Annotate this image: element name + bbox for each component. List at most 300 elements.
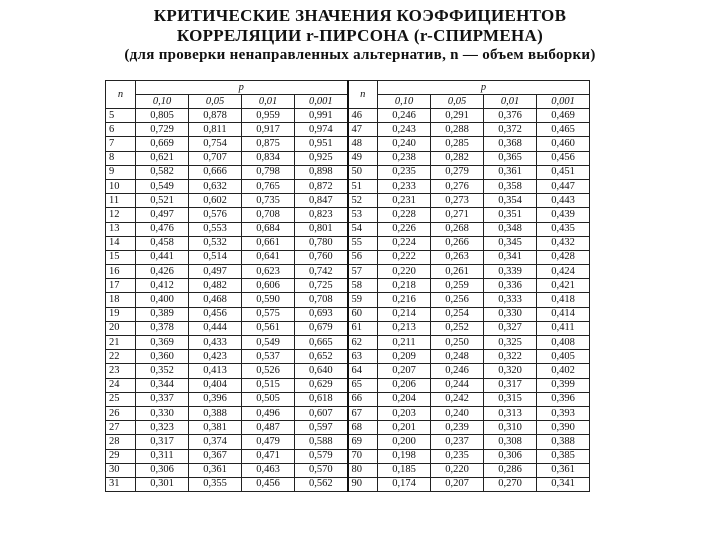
critical-value-cell: 0,266 (431, 236, 484, 250)
sample-size-cell: 16 (106, 265, 136, 279)
sample-size-cell: 28 (106, 435, 136, 449)
critical-value-cell: 0,336 (484, 279, 537, 293)
critical-value-cell: 0,330 (484, 307, 537, 321)
critical-value-cell: 0,456 (189, 307, 242, 321)
sample-size-cell: 20 (106, 321, 136, 335)
table-row (106, 279, 590, 293)
critical-value-cell: 0,426 (136, 265, 189, 279)
critical-value-cell: 0,618 (295, 392, 348, 406)
critical-value-cell: 0,641 (242, 250, 295, 264)
sample-size-cell: 11 (106, 194, 136, 208)
critical-value-cell: 0,337 (136, 392, 189, 406)
critical-value-cell: 0,760 (295, 250, 348, 264)
critical-value-cell: 0,352 (136, 364, 189, 378)
critical-value-cell: 0,322 (484, 350, 537, 364)
critical-value-cell: 0,402 (537, 364, 590, 378)
critical-value-cell: 0,497 (136, 208, 189, 222)
critical-value-cell: 0,216 (378, 293, 431, 307)
critical-value-cell: 0,465 (537, 123, 590, 137)
critical-value-cell: 0,174 (378, 477, 431, 491)
critical-value-cell: 0,553 (189, 222, 242, 236)
critical-value-cell: 0,602 (189, 194, 242, 208)
critical-value-cell: 0,399 (537, 378, 590, 392)
critical-value-cell: 0,238 (378, 151, 431, 165)
critical-value-cell: 0,590 (242, 293, 295, 307)
critical-value-cell: 0,875 (242, 137, 295, 151)
critical-value-cell: 0,368 (484, 137, 537, 151)
sample-size-cell: 62 (348, 336, 378, 350)
critical-value-cell: 0,351 (484, 208, 537, 222)
critical-value-cell: 0,400 (136, 293, 189, 307)
table-row (106, 406, 590, 420)
sample-size-cell: 22 (106, 350, 136, 364)
sample-size-cell: 65 (348, 378, 378, 392)
critical-value-cell: 0,411 (537, 321, 590, 335)
critical-value-cell: 0,951 (295, 137, 348, 151)
sample-size-cell: 15 (106, 250, 136, 264)
table-row (106, 350, 590, 364)
critical-value-cell: 0,521 (136, 194, 189, 208)
critical-value-cell: 0,575 (242, 307, 295, 321)
critical-value-cell: 0,405 (537, 350, 590, 364)
critical-value-cell: 0,526 (242, 364, 295, 378)
critical-value-cell: 0,268 (431, 222, 484, 236)
critical-value-cell: 0,878 (189, 109, 242, 123)
critical-value-cell: 0,471 (242, 449, 295, 463)
critical-value-cell: 0,256 (431, 293, 484, 307)
critical-value-cell: 0,801 (295, 222, 348, 236)
sample-size-cell: 64 (348, 364, 378, 378)
critical-value-cell: 0,367 (189, 449, 242, 463)
p-header-left: p (136, 81, 348, 95)
critical-value-cell: 0,224 (378, 236, 431, 250)
critical-value-cell: 0,222 (378, 250, 431, 264)
critical-values-table (105, 80, 590, 492)
critical-value-cell: 0,372 (484, 123, 537, 137)
critical-value-cell: 0,469 (537, 109, 590, 123)
critical-value-cell: 0,482 (189, 279, 242, 293)
critical-value-cell: 0,404 (189, 378, 242, 392)
critical-value-cell: 0,661 (242, 236, 295, 250)
critical-value-cell: 0,301 (136, 477, 189, 491)
critical-value-cell: 0,413 (189, 364, 242, 378)
sample-size-cell: 12 (106, 208, 136, 222)
critical-value-cell: 0,233 (378, 179, 431, 193)
table-row (106, 364, 590, 378)
critical-value-cell: 0,358 (484, 179, 537, 193)
sample-size-cell: 21 (106, 336, 136, 350)
critical-value-cell: 0,240 (378, 137, 431, 151)
critical-value-cell: 0,369 (136, 336, 189, 350)
critical-value-cell: 0,588 (295, 435, 348, 449)
sample-size-cell: 90 (348, 477, 378, 491)
sample-size-cell: 13 (106, 222, 136, 236)
critical-value-cell: 0,468 (189, 293, 242, 307)
critical-value-cell: 0,317 (136, 435, 189, 449)
sample-size-cell: 48 (348, 137, 378, 151)
p-level-header: 0,01 (242, 95, 295, 109)
critical-value-cell: 0,669 (136, 137, 189, 151)
critical-value-cell: 0,288 (431, 123, 484, 137)
table-row (106, 222, 590, 236)
sample-size-cell: 7 (106, 137, 136, 151)
critical-value-cell: 0,463 (242, 463, 295, 477)
table-row (106, 265, 590, 279)
critical-value-cell: 0,693 (295, 307, 348, 321)
critical-value-cell: 0,418 (537, 293, 590, 307)
sample-size-cell: 59 (348, 293, 378, 307)
critical-value-cell: 0,361 (484, 165, 537, 179)
sample-size-cell: 63 (348, 350, 378, 364)
critical-value-cell: 0,273 (431, 194, 484, 208)
critical-value-cell: 0,754 (189, 137, 242, 151)
critical-value-cell: 0,355 (189, 477, 242, 491)
sample-size-cell: 27 (106, 421, 136, 435)
table-row (106, 336, 590, 350)
critical-value-cell: 0,330 (136, 406, 189, 420)
critical-value-cell: 0,487 (242, 421, 295, 435)
critical-value-cell: 0,872 (295, 179, 348, 193)
critical-value-cell: 0,447 (537, 179, 590, 193)
critical-value-cell: 0,640 (295, 364, 348, 378)
critical-value-cell: 0,456 (537, 151, 590, 165)
critical-value-cell: 0,244 (431, 378, 484, 392)
critical-value-cell: 0,707 (189, 151, 242, 165)
critical-value-cell: 0,562 (295, 477, 348, 491)
critical-value-cell: 0,211 (378, 336, 431, 350)
critical-value-cell: 0,537 (242, 350, 295, 364)
critical-value-cell: 0,341 (484, 250, 537, 264)
critical-value-cell: 0,209 (378, 350, 431, 364)
table-row (106, 307, 590, 321)
critical-value-cell: 0,607 (295, 406, 348, 420)
sample-size-cell: 24 (106, 378, 136, 392)
sample-size-cell: 8 (106, 151, 136, 165)
critical-value-cell: 0,623 (242, 265, 295, 279)
table-row (106, 179, 590, 193)
critical-value-cell: 0,388 (189, 406, 242, 420)
p-level-header: 0,05 (431, 95, 484, 109)
n-header-left: n (106, 81, 136, 109)
critical-value-cell: 0,847 (295, 194, 348, 208)
critical-value-cell: 0,323 (136, 421, 189, 435)
critical-value-cell: 0,239 (431, 421, 484, 435)
table-row (106, 208, 590, 222)
critical-value-cell: 0,393 (537, 406, 590, 420)
critical-value-cell: 0,385 (537, 449, 590, 463)
critical-value-cell: 0,505 (242, 392, 295, 406)
sample-size-cell: 18 (106, 293, 136, 307)
critical-value-cell: 0,200 (378, 435, 431, 449)
title-line-1: КРИТИЧЕСКИЕ ЗНАЧЕНИЯ КОЭФФИЦИЕНТОВ (153, 6, 567, 25)
sample-size-cell: 70 (348, 449, 378, 463)
sample-size-cell: 69 (348, 435, 378, 449)
critical-value-cell: 0,433 (189, 336, 242, 350)
critical-value-cell: 0,270 (484, 477, 537, 491)
table-row (106, 236, 590, 250)
sample-size-cell: 66 (348, 392, 378, 406)
critical-value-cell: 0,320 (484, 364, 537, 378)
table-row (106, 137, 590, 151)
critical-value-cell: 0,805 (136, 109, 189, 123)
critical-value-cell: 0,374 (189, 435, 242, 449)
sample-size-cell: 5 (106, 109, 136, 123)
critical-value-cell: 0,306 (136, 463, 189, 477)
critical-value-cell: 0,576 (189, 208, 242, 222)
table-row (106, 435, 590, 449)
critical-value-cell: 0,203 (378, 406, 431, 420)
critical-value-cell: 0,286 (484, 463, 537, 477)
p-level-header: 0,001 (295, 95, 348, 109)
sample-size-cell: 19 (106, 307, 136, 321)
critical-value-cell: 0,925 (295, 151, 348, 165)
table-row (106, 421, 590, 435)
sample-size-cell: 68 (348, 421, 378, 435)
critical-value-cell: 0,263 (431, 250, 484, 264)
critical-value-cell: 0,811 (189, 123, 242, 137)
sample-size-cell: 47 (348, 123, 378, 137)
critical-value-cell: 0,606 (242, 279, 295, 293)
sample-size-cell: 58 (348, 279, 378, 293)
critical-value-cell: 0,652 (295, 350, 348, 364)
critical-value-cell: 0,378 (136, 321, 189, 335)
critical-value-cell: 0,344 (136, 378, 189, 392)
critical-value-cell: 0,246 (378, 109, 431, 123)
title-line-2: КОРРЕЛЯЦИИ r-ПИРСОНА (r-СПИРМЕНА) (176, 26, 544, 45)
critical-value-cell: 0,679 (295, 321, 348, 335)
table-row (106, 463, 590, 477)
critical-value-cell: 0,248 (431, 350, 484, 364)
critical-value-cell: 0,345 (484, 236, 537, 250)
critical-value-cell: 0,729 (136, 123, 189, 137)
critical-value-cell: 0,308 (484, 435, 537, 449)
critical-value-cell: 0,898 (295, 165, 348, 179)
critical-value-cell: 0,396 (189, 392, 242, 406)
critical-value-cell: 0,597 (295, 421, 348, 435)
p-level-header: 0,05 (189, 95, 242, 109)
sample-size-cell: 50 (348, 165, 378, 179)
critical-value-cell: 0,235 (431, 449, 484, 463)
critical-value-cell: 0,423 (189, 350, 242, 364)
critical-value-cell: 0,261 (431, 265, 484, 279)
critical-value-cell: 0,561 (242, 321, 295, 335)
critical-value-cell: 0,708 (295, 293, 348, 307)
critical-value-cell: 0,242 (431, 392, 484, 406)
critical-value-cell: 0,765 (242, 179, 295, 193)
critical-value-cell: 0,414 (537, 307, 590, 321)
critical-value-cell: 0,213 (378, 321, 431, 335)
p-level-header: 0,10 (378, 95, 431, 109)
critical-value-cell: 0,259 (431, 279, 484, 293)
critical-value-cell: 0,460 (537, 137, 590, 151)
critical-value-cell: 0,532 (189, 236, 242, 250)
sample-size-cell: 80 (348, 463, 378, 477)
critical-value-cell: 0,476 (136, 222, 189, 236)
table-row (106, 165, 590, 179)
sample-size-cell: 6 (106, 123, 136, 137)
critical-value-cell: 0,666 (189, 165, 242, 179)
critical-value-cell: 0,834 (242, 151, 295, 165)
critical-value-cell: 0,231 (378, 194, 431, 208)
critical-value-cell: 0,579 (295, 449, 348, 463)
critical-value-cell: 0,684 (242, 222, 295, 236)
critical-value-cell: 0,515 (242, 378, 295, 392)
sample-size-cell: 17 (106, 279, 136, 293)
sample-size-cell: 31 (106, 477, 136, 491)
table-row (106, 151, 590, 165)
critical-value-cell: 0,313 (484, 406, 537, 420)
critical-value-cell: 0,432 (537, 236, 590, 250)
sample-size-cell: 51 (348, 179, 378, 193)
critical-value-cell: 0,725 (295, 279, 348, 293)
critical-value-cell: 0,237 (431, 435, 484, 449)
critical-value-cell: 0,708 (242, 208, 295, 222)
critical-value-cell: 0,376 (484, 109, 537, 123)
critical-value-cell: 0,435 (537, 222, 590, 236)
critical-value-cell: 0,917 (242, 123, 295, 137)
sample-size-cell: 61 (348, 321, 378, 335)
critical-value-cell: 0,549 (136, 179, 189, 193)
critical-value-cell: 0,235 (378, 165, 431, 179)
critical-value-cell: 0,198 (378, 449, 431, 463)
critical-value-cell: 0,204 (378, 392, 431, 406)
critical-value-cell: 0,479 (242, 435, 295, 449)
critical-value-cell: 0,632 (189, 179, 242, 193)
critical-value-cell: 0,396 (537, 392, 590, 406)
title-line-3: (для проверки ненаправленных альтернатив, n — объем выборки) (124, 47, 596, 63)
critical-value-cell: 0,798 (242, 165, 295, 179)
critical-value-cell: 0,185 (378, 463, 431, 477)
critical-value-cell: 0,443 (537, 194, 590, 208)
critical-value-cell: 0,496 (242, 406, 295, 420)
critical-value-cell: 0,311 (136, 449, 189, 463)
critical-value-cell: 0,206 (378, 378, 431, 392)
critical-value-cell: 0,361 (189, 463, 242, 477)
p-level-header: 0,001 (537, 95, 590, 109)
sample-size-cell: 30 (106, 463, 136, 477)
table-body (106, 109, 590, 492)
critical-value-cell: 0,348 (484, 222, 537, 236)
table-row (106, 449, 590, 463)
p-header-right: p (378, 81, 590, 95)
n-header-right: n (348, 81, 378, 109)
sample-size-cell: 9 (106, 165, 136, 179)
critical-value-cell: 0,388 (537, 435, 590, 449)
critical-value-cell: 0,665 (295, 336, 348, 350)
critical-value-cell: 0,735 (242, 194, 295, 208)
critical-value-cell: 0,361 (537, 463, 590, 477)
critical-value-cell: 0,412 (136, 279, 189, 293)
critical-value-cell: 0,282 (431, 151, 484, 165)
critical-value-cell: 0,285 (431, 137, 484, 151)
sample-size-cell: 46 (348, 109, 378, 123)
critical-value-cell: 0,582 (136, 165, 189, 179)
critical-value-cell: 0,207 (431, 477, 484, 491)
critical-value-cell: 0,333 (484, 293, 537, 307)
critical-value-cell: 0,780 (295, 236, 348, 250)
table-row (106, 194, 590, 208)
critical-value-cell: 0,271 (431, 208, 484, 222)
critical-value-cell: 0,451 (537, 165, 590, 179)
sample-size-cell: 56 (348, 250, 378, 264)
critical-value-cell: 0,317 (484, 378, 537, 392)
sample-size-cell: 57 (348, 265, 378, 279)
critical-value-cell: 0,243 (378, 123, 431, 137)
critical-value-cell: 0,240 (431, 406, 484, 420)
critical-value-cell: 0,742 (295, 265, 348, 279)
critical-value-cell: 0,276 (431, 179, 484, 193)
critical-value-cell: 0,226 (378, 222, 431, 236)
critical-value-cell: 0,549 (242, 336, 295, 350)
critical-value-cell: 0,315 (484, 392, 537, 406)
critical-value-cell: 0,959 (242, 109, 295, 123)
sample-size-cell: 60 (348, 307, 378, 321)
critical-value-cell: 0,341 (537, 477, 590, 491)
critical-value-cell: 0,408 (537, 336, 590, 350)
critical-value-cell: 0,629 (295, 378, 348, 392)
critical-value-cell: 0,246 (431, 364, 484, 378)
critical-value-cell: 0,214 (378, 307, 431, 321)
critical-value-cell: 0,306 (484, 449, 537, 463)
critical-value-cell: 0,325 (484, 336, 537, 350)
critical-value-cell: 0,207 (378, 364, 431, 378)
critical-value-cell: 0,444 (189, 321, 242, 335)
critical-value-cell: 0,201 (378, 421, 431, 435)
sample-size-cell: 55 (348, 236, 378, 250)
critical-value-cell: 0,360 (136, 350, 189, 364)
sample-size-cell: 14 (106, 236, 136, 250)
critical-value-cell: 0,497 (189, 265, 242, 279)
sample-size-cell: 10 (106, 179, 136, 193)
critical-value-cell: 0,421 (537, 279, 590, 293)
table-row (106, 109, 590, 123)
critical-value-cell: 0,354 (484, 194, 537, 208)
critical-value-cell: 0,291 (431, 109, 484, 123)
critical-value-cell: 0,220 (378, 265, 431, 279)
table-row (106, 321, 590, 335)
sample-size-cell: 25 (106, 392, 136, 406)
critical-value-cell: 0,570 (295, 463, 348, 477)
critical-value-cell: 0,365 (484, 151, 537, 165)
critical-value-cell: 0,381 (189, 421, 242, 435)
sample-size-cell: 26 (106, 406, 136, 420)
p-level-header: 0,10 (136, 95, 189, 109)
critical-value-cell: 0,424 (537, 265, 590, 279)
critical-value-cell: 0,823 (295, 208, 348, 222)
critical-value-cell: 0,218 (378, 279, 431, 293)
sample-size-cell: 23 (106, 364, 136, 378)
critical-value-cell: 0,252 (431, 321, 484, 335)
p-level-header: 0,01 (484, 95, 537, 109)
critical-value-cell: 0,279 (431, 165, 484, 179)
critical-value-cell: 0,974 (295, 123, 348, 137)
critical-value-cell: 0,991 (295, 109, 348, 123)
critical-value-cell: 0,514 (189, 250, 242, 264)
table-row (106, 293, 590, 307)
sample-size-cell: 53 (348, 208, 378, 222)
critical-value-cell: 0,458 (136, 236, 189, 250)
table-row (106, 378, 590, 392)
critical-value-cell: 0,310 (484, 421, 537, 435)
critical-value-cell: 0,220 (431, 463, 484, 477)
table-row (106, 392, 590, 406)
critical-value-cell: 0,254 (431, 307, 484, 321)
critical-value-cell: 0,621 (136, 151, 189, 165)
table-row (106, 477, 590, 491)
sample-size-cell: 67 (348, 406, 378, 420)
critical-value-cell: 0,389 (136, 307, 189, 321)
critical-value-cell: 0,439 (537, 208, 590, 222)
